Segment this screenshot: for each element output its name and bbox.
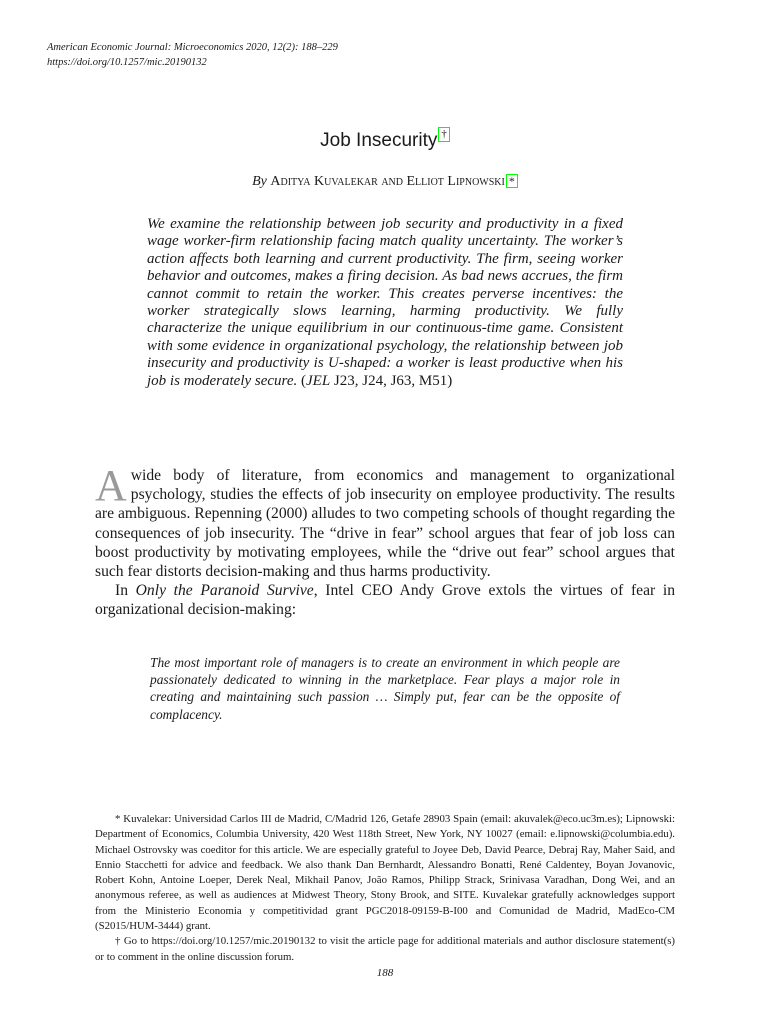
journal-citation: American Economic Journal: Microeconomics 2020, 12(2): 188–229	[47, 42, 338, 53]
journal-header	[47, 40, 338, 70]
jel-codes	[301, 373, 452, 389]
body-paragraph-1	[95, 461, 675, 581]
jel-label: JEL	[306, 372, 331, 389]
abstract	[147, 216, 623, 390]
body-paragraph-1-text: wide body of literature, from economics and management to organizational psychology, studies the effects of job insecurity on employee productivity. The results are ambiguous. Repenning (2000) alludes to two competing schools of thought regarding the consequences of job insecurity. The “drive in fear” school argues that fear of job loss can boost productivity by motivating employees, while the “drive out fear” school argues that such fear distorts decision-making and thus harms productivity.	[95, 467, 675, 581]
author-names: Aditya Kuvalekar and Elliot Lipnowski	[270, 174, 505, 189]
jel-code-list: J23, J24, J63, M51)	[330, 372, 453, 389]
author-by: By	[252, 174, 267, 189]
author-footnote-link[interactable]: *	[506, 174, 518, 188]
author-line	[0, 174, 770, 190]
body-paragraph-2	[95, 581, 675, 619]
block-quote: The most important role of managers is to create an environment in which people are passionately dedicated to winning in the marketplace. Fear plays a major role in creating and maintaining such passion … Simply put, fear can be the opposite of complacency.	[150, 655, 620, 722]
abstract-text: We examine the relationship between job security and productivity in a fixed wage worker-firm relationship facing match quality uncertainty. The worker’s action affects both learning and current productivity. The firm, seeing worker behavior and outcomes, makes a firing decision. As bad news accrues, the firm cannot commit to retain the worker. This creates perverse incentives: the worker strategically slows learning, harming productivity. We fully characterize the unique equilibrium in our continuous-time game. Consistent with some evidence in organizational psychology, the relationship between job insecurity and productivity is U-shaped: a worker is least productive when his job is moderately secure.	[147, 216, 623, 389]
title-footnote-link[interactable]: †	[438, 127, 450, 142]
footnotes	[95, 812, 675, 965]
book-title: Only the Paranoid Survive	[135, 582, 314, 600]
page-number: 188	[376, 967, 394, 979]
footnote-article-page: † Go to https://doi.org/10.1257/mic.20190132 to visit the article page for additional materials and author disclosure statement(s) or to comment in the online discussion forum.	[95, 935, 675, 963]
body-paragraph-2-pre: In	[115, 582, 136, 600]
drop-cap: A	[95, 461, 127, 510]
footnote-author-affiliations: * Kuvalekar: Universidad Carlos III de Madrid, C/Madrid 126, Getafe 28903 Spain (email: akuvalek@eco.uc3m.es); Lipnowski: Department of Economics, Columbia University, 420 West 118th Street, New York, NY 10027 (email: e.lipnowski@columbia.edu). Michael Ostrovsky was coeditor for this article. We are especially grateful to Joyee Deb, David Pearce, Debraj Ray, Maher Said, and Ennio Stacchetti for advice and feedback. We also thank Dan Bernhardt, Alessandro Bonatti, René Caldentey, Boyan Jovanovic, Robert Kohn, Antoine Loeper, Derek Neal, Mikhail Panov, João Ramos, Philipp Strack, Srinivasa Varadhan, Dong Wei, and an anonymous referee, as well as audiences at Midwest Theory, Stony Brook, and SITE. Kuvalekar gratefully acknowledges support from the Ministerio Economia y competitividad grant PGC2018-09159-B-I00 and Comunidad de Madrid, MadEco-CM (S2015/HUM-3444) grant.	[95, 813, 675, 933]
body-text	[95, 461, 675, 620]
doi-link[interactable]: https://doi.org/10.1257/mic.20190132	[47, 57, 207, 68]
paper-title-text: Job Insecurity	[320, 130, 438, 151]
jel-open: (	[301, 372, 306, 389]
body-paragraph-2-post: , Intel CEO Andy Grove extols the virtues of fear in organizational decision-making:	[95, 582, 675, 619]
paper-title	[0, 127, 770, 152]
